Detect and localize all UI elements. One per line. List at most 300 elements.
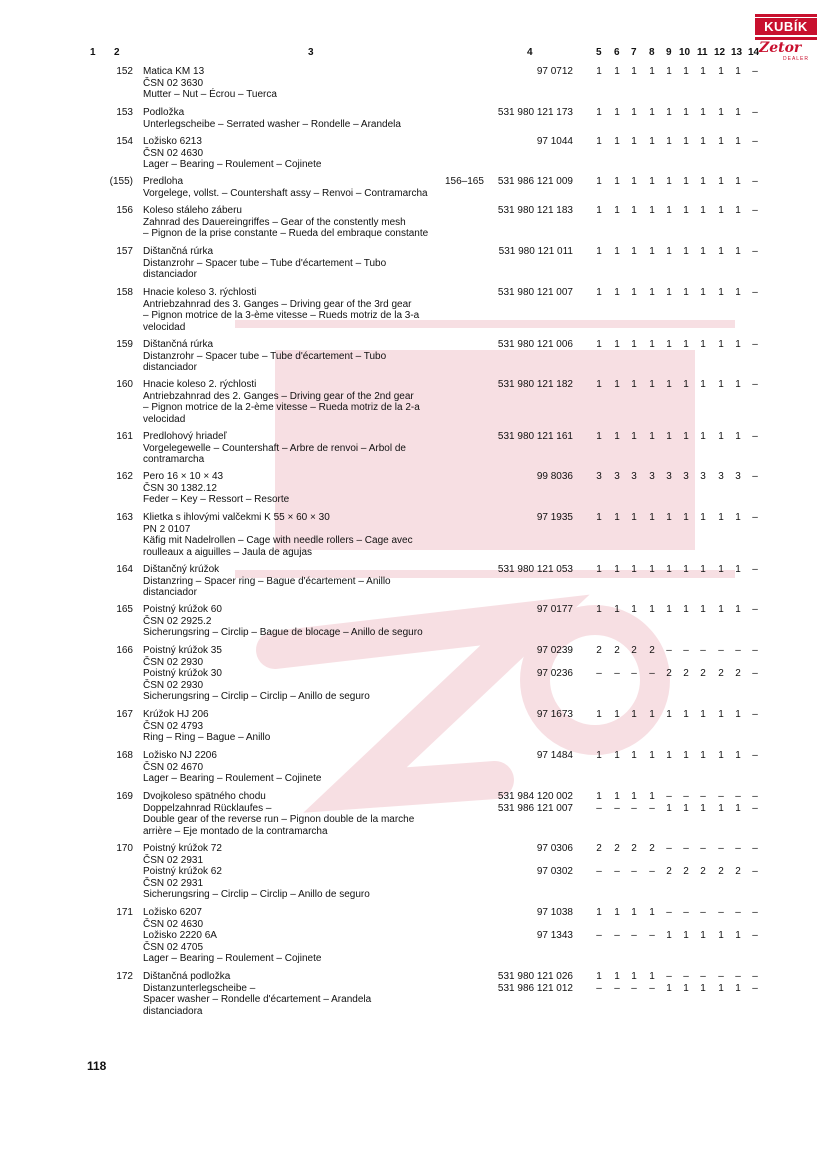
part-description-line: Hnacie koleso 3. rýchlosti (143, 287, 257, 298)
part-description-line: Unterlegscheibe – Serrated washer – Rondelle – Arandela (143, 118, 401, 130)
part-description-line: Klietka s ihlovými valčekmi K 55 × 60 × 30 (143, 512, 330, 523)
part-description-line: distanciador (143, 269, 197, 280)
quantity-cell: 1 (631, 339, 637, 350)
quantity-cell: 1 (649, 107, 655, 118)
quantity-cell: 1 (666, 287, 672, 298)
quantity-cell: – (649, 930, 655, 941)
quantity-cell: 1 (649, 379, 655, 390)
part-description-line: roulleaux a aiguilles – Jaula de agujas (143, 546, 313, 558)
quantity-cell: – (752, 66, 758, 77)
quantity-cell: 1 (596, 339, 602, 350)
quantity-cell: – (752, 512, 758, 523)
quantity-cell: 1 (683, 176, 689, 187)
quantity-cell: 1 (700, 512, 706, 523)
quantity-cell: 3 (666, 471, 672, 482)
quantity-cell: 1 (614, 136, 620, 147)
quantity-cell: 1 (683, 982, 689, 994)
quantity-cell: 1 (631, 564, 637, 575)
part-description-line: ČSN 02 4630 (143, 918, 204, 930)
quantity-cell: 1 (700, 564, 706, 575)
quantity-cell: 1 (718, 431, 724, 442)
quantity-cell: 1 (683, 604, 689, 615)
quantity-cell: 1 (666, 107, 672, 118)
quantity-cell: 1 (718, 107, 724, 118)
quantity-cell: – (718, 843, 724, 854)
quantity-cell: 1 (683, 802, 689, 814)
quantity-cell: – (752, 866, 758, 877)
quantity-cell: 1 (735, 339, 741, 350)
quantity-cell: 1 (666, 750, 672, 761)
quantity-cell: 1 (683, 246, 689, 257)
quantity-cell: 1 (596, 176, 602, 187)
quantity-cell: – (596, 930, 602, 941)
quantity-cell: – (596, 802, 602, 814)
quantity-cell: 1 (735, 246, 741, 257)
quantity-cell: 1 (631, 379, 637, 390)
part-description-line: Pero 16 × 10 × 43 (143, 471, 224, 482)
quantity-cell: 1 (700, 709, 706, 720)
quantity-cell: 1 (718, 287, 724, 298)
page-number: 118 (87, 1059, 107, 1073)
quantity-cell: 1 (735, 709, 741, 720)
part-position: 162 (116, 471, 133, 482)
quantity-cell: 1 (596, 709, 602, 720)
part-position: 154 (116, 136, 133, 147)
column-header-1: 1 (90, 47, 96, 58)
quantity-cell: 1 (649, 246, 655, 257)
quantity-cell: – (752, 471, 758, 482)
quantity-cell: 1 (666, 930, 672, 941)
logo-kubik-text: KUBÍK (755, 18, 817, 35)
quantity-cell: – (735, 907, 741, 918)
column-header-5: 5 (596, 47, 602, 58)
part-range-note: 156–165 (445, 176, 484, 187)
quantity-cell: – (614, 866, 620, 877)
quantity-cell: 1 (666, 604, 672, 615)
quantity-cell: 2 (649, 843, 655, 854)
quantity-cell: 1 (649, 907, 655, 918)
quantity-cell: 1 (735, 431, 741, 442)
quantity-cell: 1 (735, 379, 741, 390)
quantity-cell: 1 (614, 339, 620, 350)
quantity-cell: 1 (614, 791, 620, 802)
quantity-cell: 2 (718, 668, 724, 679)
part-number: 531 980 121 173 (497, 107, 573, 118)
quantity-cell: 1 (649, 66, 655, 77)
quantity-cell: 1 (718, 379, 724, 390)
part-number: 97 0306 (536, 843, 573, 854)
quantity-cell: – (596, 982, 602, 994)
part-description-line: Predloha (143, 176, 184, 187)
part-number: 531 986 121 012 (497, 982, 573, 994)
quantity-cell: 1 (700, 107, 706, 118)
quantity-cell: 1 (649, 750, 655, 761)
part-description-line: Ložisko 6207 (143, 907, 202, 918)
quantity-cell: 1 (596, 750, 602, 761)
part-description-line: Antriebzahnrad des 2. Ganges – Driving gear of the 2nd gear (143, 390, 414, 402)
quantity-cell: 1 (649, 176, 655, 187)
quantity-cell: 1 (718, 564, 724, 575)
quantity-cell: – (631, 668, 637, 679)
quantity-cell: 1 (631, 971, 637, 982)
part-number: 531 980 121 161 (497, 431, 573, 442)
quantity-cell: 2 (735, 866, 741, 877)
quantity-cell: – (596, 866, 602, 877)
part-number: 531 984 120 002 (497, 791, 573, 802)
column-header-3: 3 (308, 47, 314, 58)
quantity-cell: 1 (735, 930, 741, 941)
quantity-cell: 1 (649, 971, 655, 982)
part-position: 165 (116, 604, 133, 615)
quantity-cell: 3 (683, 471, 689, 482)
part-description-line: ČSN 02 2931 (143, 854, 204, 866)
quantity-cell: – (752, 107, 758, 118)
quantity-cell: 3 (700, 471, 706, 482)
part-position: 166 (116, 645, 133, 656)
part-description-line: Feder – Key – Ressort – Resorte (143, 494, 290, 505)
part-number: 531 980 121 007 (497, 287, 573, 298)
part-number: 99 8036 (536, 471, 573, 482)
quantity-cell: – (683, 971, 689, 982)
part-number: 97 1343 (536, 930, 573, 941)
quantity-cell: 1 (700, 136, 706, 147)
quantity-cell: 1 (614, 379, 620, 390)
quantity-cell: 1 (700, 246, 706, 257)
quantity-cell: 1 (631, 136, 637, 147)
part-description-line: ČSN 02 4705 (143, 941, 204, 953)
column-header-6: 6 (614, 47, 620, 58)
quantity-cell: 1 (596, 66, 602, 77)
quantity-cell: – (631, 866, 637, 877)
quantity-cell: – (649, 982, 655, 994)
quantity-cell: – (649, 668, 655, 679)
column-header-2: 2 (114, 47, 120, 58)
quantity-cell: 1 (666, 709, 672, 720)
quantity-cell: 1 (614, 907, 620, 918)
part-position: 168 (116, 750, 133, 761)
quantity-cell: 1 (735, 287, 741, 298)
quantity-cell: 1 (718, 604, 724, 615)
part-position: 160 (116, 379, 133, 390)
column-header-13: 13 (731, 47, 743, 58)
quantity-cell: 1 (700, 379, 706, 390)
quantity-cell: 2 (718, 866, 724, 877)
quantity-cell: 1 (666, 66, 672, 77)
quantity-cell: – (683, 843, 689, 854)
quantity-cell: 1 (596, 287, 602, 298)
quantity-cell: – (649, 802, 655, 814)
quantity-cell: 3 (631, 471, 637, 482)
part-description-line: Ring – Ring – Bague – Anillo (143, 732, 271, 743)
quantity-cell: 1 (614, 709, 620, 720)
quantity-cell: – (614, 802, 620, 814)
kubik-zetor-logo (755, 12, 817, 66)
quantity-cell: – (752, 843, 758, 854)
quantity-cell: 1 (683, 339, 689, 350)
part-description-line: ČSN 30 1382.12 (143, 482, 217, 494)
quantity-cell: – (752, 136, 758, 147)
quantity-cell: 1 (718, 802, 724, 814)
part-description-line: Ložisko 2220 6A (143, 930, 217, 941)
quantity-cell: 1 (631, 604, 637, 615)
quantity-cell: – (666, 645, 672, 656)
part-description-line: – Pignon de la prise constante – Rueda del embraque constante (143, 228, 429, 239)
quantity-cell: 1 (666, 339, 672, 350)
quantity-cell: 1 (631, 205, 637, 216)
quantity-cell: 1 (631, 107, 637, 118)
quantity-cell: 1 (735, 750, 741, 761)
quantity-cell: 1 (596, 791, 602, 802)
quantity-cell: – (752, 431, 758, 442)
quantity-cell: 1 (596, 136, 602, 147)
quantity-cell: 2 (614, 645, 620, 656)
part-description-line: Dištančná podložka (143, 971, 231, 982)
quantity-cell: 1 (718, 136, 724, 147)
quantity-cell: 2 (666, 668, 672, 679)
quantity-cell: 1 (735, 604, 741, 615)
quantity-cell: 1 (631, 176, 637, 187)
quantity-cell: 2 (700, 668, 706, 679)
quantity-cell: 1 (700, 982, 706, 994)
quantity-cell: – (700, 645, 706, 656)
quantity-cell: – (700, 907, 706, 918)
column-header-7: 7 (631, 47, 637, 58)
part-number: 531 986 121 009 (497, 176, 573, 187)
quantity-cell: 1 (666, 982, 672, 994)
part-description-line: ČSN 02 2931 (143, 877, 204, 889)
quantity-cell: 1 (683, 287, 689, 298)
part-position: 159 (116, 339, 133, 350)
part-description-line: ČSN 02 4630 (143, 147, 204, 159)
quantity-cell: 2 (735, 668, 741, 679)
quantity-cell: 1 (666, 512, 672, 523)
part-description-line: Poistný krúžok 30 (143, 668, 222, 679)
quantity-cell: 1 (649, 709, 655, 720)
quantity-cell: 1 (614, 205, 620, 216)
quantity-cell: 1 (683, 709, 689, 720)
quantity-cell: 2 (683, 866, 689, 877)
part-position: 161 (116, 431, 133, 442)
quantity-cell: 1 (614, 971, 620, 982)
quantity-cell: 1 (666, 802, 672, 814)
part-position: 167 (116, 709, 133, 720)
quantity-cell: 1 (596, 246, 602, 257)
quantity-cell: – (683, 791, 689, 802)
quantity-cell: 1 (596, 107, 602, 118)
column-header-11: 11 (697, 47, 708, 58)
quantity-cell: 1 (700, 930, 706, 941)
quantity-cell: 3 (596, 471, 602, 482)
quantity-cell: 1 (735, 802, 741, 814)
part-position: 156 (116, 205, 133, 216)
part-position: 152 (116, 66, 133, 77)
part-position: 164 (116, 564, 133, 575)
part-description-line: Poistný krúžok 60 (143, 604, 222, 615)
part-number: 531 980 121 182 (497, 379, 573, 390)
quantity-cell: 2 (596, 843, 602, 854)
quantity-cell: – (752, 176, 758, 187)
quantity-cell: 1 (666, 564, 672, 575)
quantity-cell: – (735, 971, 741, 982)
quantity-cell: 2 (700, 866, 706, 877)
part-description-line: velocidad (143, 413, 186, 425)
part-description-line: Matica KM 13 (143, 66, 205, 77)
quantity-cell: – (683, 645, 689, 656)
quantity-cell: 1 (735, 205, 741, 216)
quantity-cell: 1 (718, 709, 724, 720)
quantity-cell: 1 (631, 709, 637, 720)
part-number: 531 980 121 026 (497, 971, 573, 982)
quantity-cell: 1 (718, 512, 724, 523)
column-header-12: 12 (714, 47, 726, 58)
quantity-cell: 1 (596, 564, 602, 575)
quantity-cell: 1 (631, 791, 637, 802)
part-description-line: Doppelzahnrad Rücklaufes – (143, 802, 272, 814)
part-description-line: Dištančná rúrka (143, 246, 214, 257)
part-description-line: Zahnrad des Dauereingriffes – Gear of the constently mesh (143, 216, 406, 228)
quantity-cell: 1 (735, 564, 741, 575)
quantity-cell: – (718, 645, 724, 656)
quantity-cell: 1 (649, 431, 655, 442)
quantity-cell: 1 (596, 379, 602, 390)
part-description-line: Spacer washer – Rondelle d'écartement – Arandela (143, 994, 372, 1005)
quantity-cell: – (718, 907, 724, 918)
quantity-cell: – (752, 379, 758, 390)
part-description-line: Poistný krúžok 62 (143, 866, 222, 877)
quantity-cell: – (700, 791, 706, 802)
quantity-cell: 1 (631, 512, 637, 523)
quantity-cell: 3 (649, 471, 655, 482)
quantity-cell: 1 (700, 287, 706, 298)
quantity-cell: 1 (683, 564, 689, 575)
part-description-line: distanciador (143, 587, 197, 598)
quantity-cell: – (752, 802, 758, 814)
part-description-line: ČSN 02 4670 (143, 761, 204, 773)
quantity-cell: 1 (683, 930, 689, 941)
quantity-cell: 1 (614, 604, 620, 615)
part-description-line: velocidad (143, 321, 186, 333)
part-position: 157 (116, 246, 133, 257)
part-description-line: Double gear of the reverse run – Pignon double de la marche (143, 814, 415, 825)
quantity-cell: 1 (718, 176, 724, 187)
quantity-cell: 1 (631, 66, 637, 77)
quantity-cell: 1 (700, 604, 706, 615)
quantity-cell: 1 (614, 246, 620, 257)
quantity-cell: 1 (718, 246, 724, 257)
quantity-cell: 1 (649, 512, 655, 523)
quantity-cell: – (752, 339, 758, 350)
part-number: 97 0177 (536, 604, 573, 615)
quantity-cell: 1 (700, 339, 706, 350)
quantity-cell: – (752, 668, 758, 679)
quantity-cell: 1 (718, 205, 724, 216)
quantity-cell: – (649, 866, 655, 877)
quantity-cell: 1 (700, 431, 706, 442)
quantity-cell: – (752, 564, 758, 575)
part-description-line: Krúžok HJ 206 (143, 709, 209, 720)
quantity-cell: – (614, 668, 620, 679)
part-description-line: Koleso stáleho záberu (143, 205, 242, 216)
quantity-cell: 3 (614, 471, 620, 482)
part-description-line: distanciador (143, 362, 197, 373)
quantity-cell: 1 (718, 982, 724, 994)
part-description-line: Antriebzahnrad des 3. Ganges – Driving gear of the 3rd gear (143, 298, 412, 310)
part-number: 97 1673 (536, 709, 573, 720)
quantity-cell: 1 (683, 107, 689, 118)
quantity-cell: 1 (683, 205, 689, 216)
quantity-cell: – (666, 907, 672, 918)
part-position: 170 (116, 843, 133, 854)
quantity-cell: 1 (683, 66, 689, 77)
quantity-cell: 1 (614, 431, 620, 442)
part-description-line: Distanzunterlegscheibe – (143, 982, 256, 994)
quantity-cell: 3 (718, 471, 724, 482)
quantity-cell: 1 (735, 66, 741, 77)
quantity-cell: – (752, 604, 758, 615)
part-description-line: Lager – Bearing – Roulement – Cojinete (143, 159, 322, 170)
part-description-line: ČSN 02 4793 (143, 720, 204, 732)
part-description-line: distanciadora (143, 1005, 203, 1017)
part-description-line: Poistný krúžok 72 (143, 843, 222, 854)
quantity-cell: 3 (735, 471, 741, 482)
quantity-cell: – (752, 287, 758, 298)
quantity-cell: – (666, 971, 672, 982)
quantity-cell: – (735, 645, 741, 656)
quantity-cell: 1 (614, 176, 620, 187)
part-description-line: Hnacie koleso 2. rýchlosti (143, 379, 257, 390)
quantity-cell: 1 (649, 205, 655, 216)
quantity-cell: 1 (683, 512, 689, 523)
part-position: 169 (116, 791, 133, 802)
part-description-line: Lager – Bearing – Roulement – Cojinete (143, 773, 322, 784)
part-description-line: Käfig mit Nadelrollen – Cage with needle rollers – Cage avec (143, 535, 413, 546)
part-description-line: Predlohový hriadeľ (143, 431, 227, 442)
quantity-cell: 1 (700, 205, 706, 216)
quantity-cell: – (735, 843, 741, 854)
quantity-cell: 1 (631, 431, 637, 442)
quantity-cell: 1 (735, 982, 741, 994)
part-description-line: – Pignon motrice de la 2-ème vitesse – Rueda motriz de la 2-a (143, 402, 420, 413)
column-header-9: 9 (666, 47, 672, 58)
part-description-line: Ložisko NJ 2206 (143, 750, 217, 761)
quantity-cell: 1 (666, 176, 672, 187)
part-description-line: ČSN 02 2925.2 (143, 615, 212, 627)
quantity-cell: 1 (735, 107, 741, 118)
part-number: 97 1044 (536, 136, 573, 147)
quantity-cell: 1 (683, 379, 689, 390)
quantity-cell: 1 (631, 246, 637, 257)
quantity-cell: 1 (614, 107, 620, 118)
quantity-cell: 1 (718, 750, 724, 761)
quantity-cell: – (631, 802, 637, 814)
quantity-cell: 2 (683, 668, 689, 679)
quantity-cell: 1 (683, 750, 689, 761)
part-position: (155) (109, 176, 133, 187)
quantity-cell: 1 (666, 205, 672, 216)
part-number: 531 986 121 007 (497, 802, 573, 814)
part-description-line: arrière – Eje montado de la contramarcha (143, 825, 328, 837)
quantity-cell: 1 (718, 66, 724, 77)
quantity-cell: 1 (666, 136, 672, 147)
quantity-cell: 1 (649, 339, 655, 350)
quantity-cell: 1 (666, 379, 672, 390)
quantity-cell: – (752, 930, 758, 941)
part-description-line: Ložisko 6213 (143, 136, 202, 147)
quantity-cell: – (752, 246, 758, 257)
part-description-line: Distanzrohr – Spacer tube – Tube d'écartement – Tubo (143, 257, 387, 269)
quantity-cell: – (718, 791, 724, 802)
quantity-cell: – (718, 971, 724, 982)
